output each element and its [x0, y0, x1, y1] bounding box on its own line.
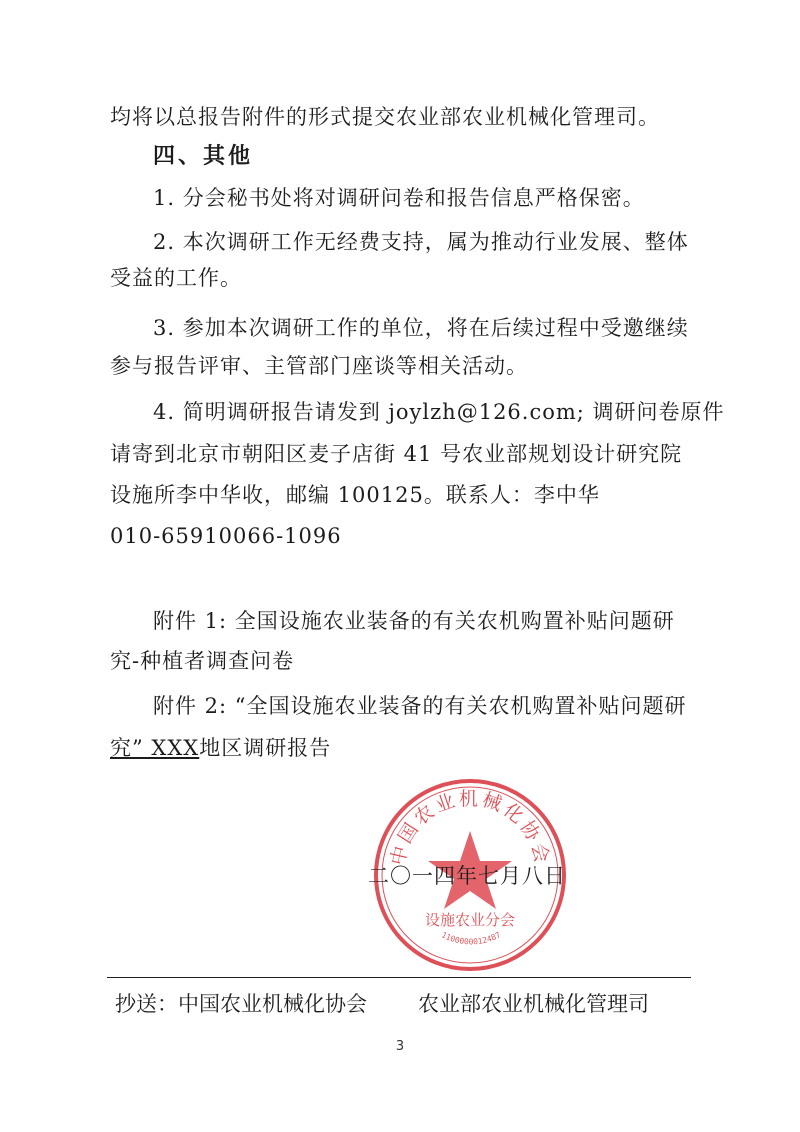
item-2-line-2: 受益的工作。 [110, 266, 242, 290]
item-4-line-1: 4. 简明调研报告请发到 joylzh@126.com; 调研问卷原件 [153, 400, 725, 424]
attachment-2-line-1: 附件 2: “全国设施农业装备的有关农机购置补贴问题研 [153, 694, 687, 718]
attachment-2-rest: 地区调研报告 [199, 736, 332, 760]
body-line-1: 均将以总报告附件的形式提交农业部农业机械化管理司。 [110, 105, 660, 129]
page-number: 3 [395, 1039, 405, 1054]
svg-text:设施农业分会: 设施农业分会 [424, 911, 516, 929]
cc-divider [107, 977, 691, 978]
cc-recipient-2: 农业部农业机械化管理司 [418, 992, 649, 1016]
svg-text:1100000012487: 1100000012487 [439, 930, 503, 947]
item-3-line-1: 3. 参加本次调研工作的单位，将在后续过程中受邀继续 [153, 316, 689, 340]
item-4-line-2: 请寄到北京市朝阳区麦子店街 41 号农业部规划设计研究院 [110, 442, 683, 466]
svg-text:中国农业机械化协会: 中国农业机械化协会 [386, 787, 554, 868]
attachment-2-line-2 [110, 734, 331, 762]
attachment-1-line-1: 附件 1: 全国设施农业装备的有关农机购置补贴问题研 [153, 609, 675, 633]
section-heading-other: 四、其他 [153, 143, 254, 169]
item-3-line-2: 参与报告评审、主管部门座谈等相关活动。 [110, 354, 528, 378]
issue-date: 二〇一四年七月八日 [368, 864, 566, 888]
attachment-1-line-2: 究-种植者调查问卷 [110, 649, 295, 673]
item-4-line-3: 设施所李中华收，邮编 100125。联系人：李中华 [110, 483, 600, 507]
item-1: 1. 分会秘书处将对调研问卷和报告信息严格保密。 [153, 186, 645, 210]
attachment-2-placeholder: 究” XXX [110, 736, 200, 760]
item-4-line-4: 010-65910066-1096 [110, 524, 342, 548]
item-2-line-1: 2. 本次调研工作无经费支持，属为推动行业发展、整体 [153, 230, 689, 254]
cc-label: 抄送： [115, 992, 178, 1016]
cc-recipient-1: 中国农业机械化协会 [178, 992, 367, 1016]
